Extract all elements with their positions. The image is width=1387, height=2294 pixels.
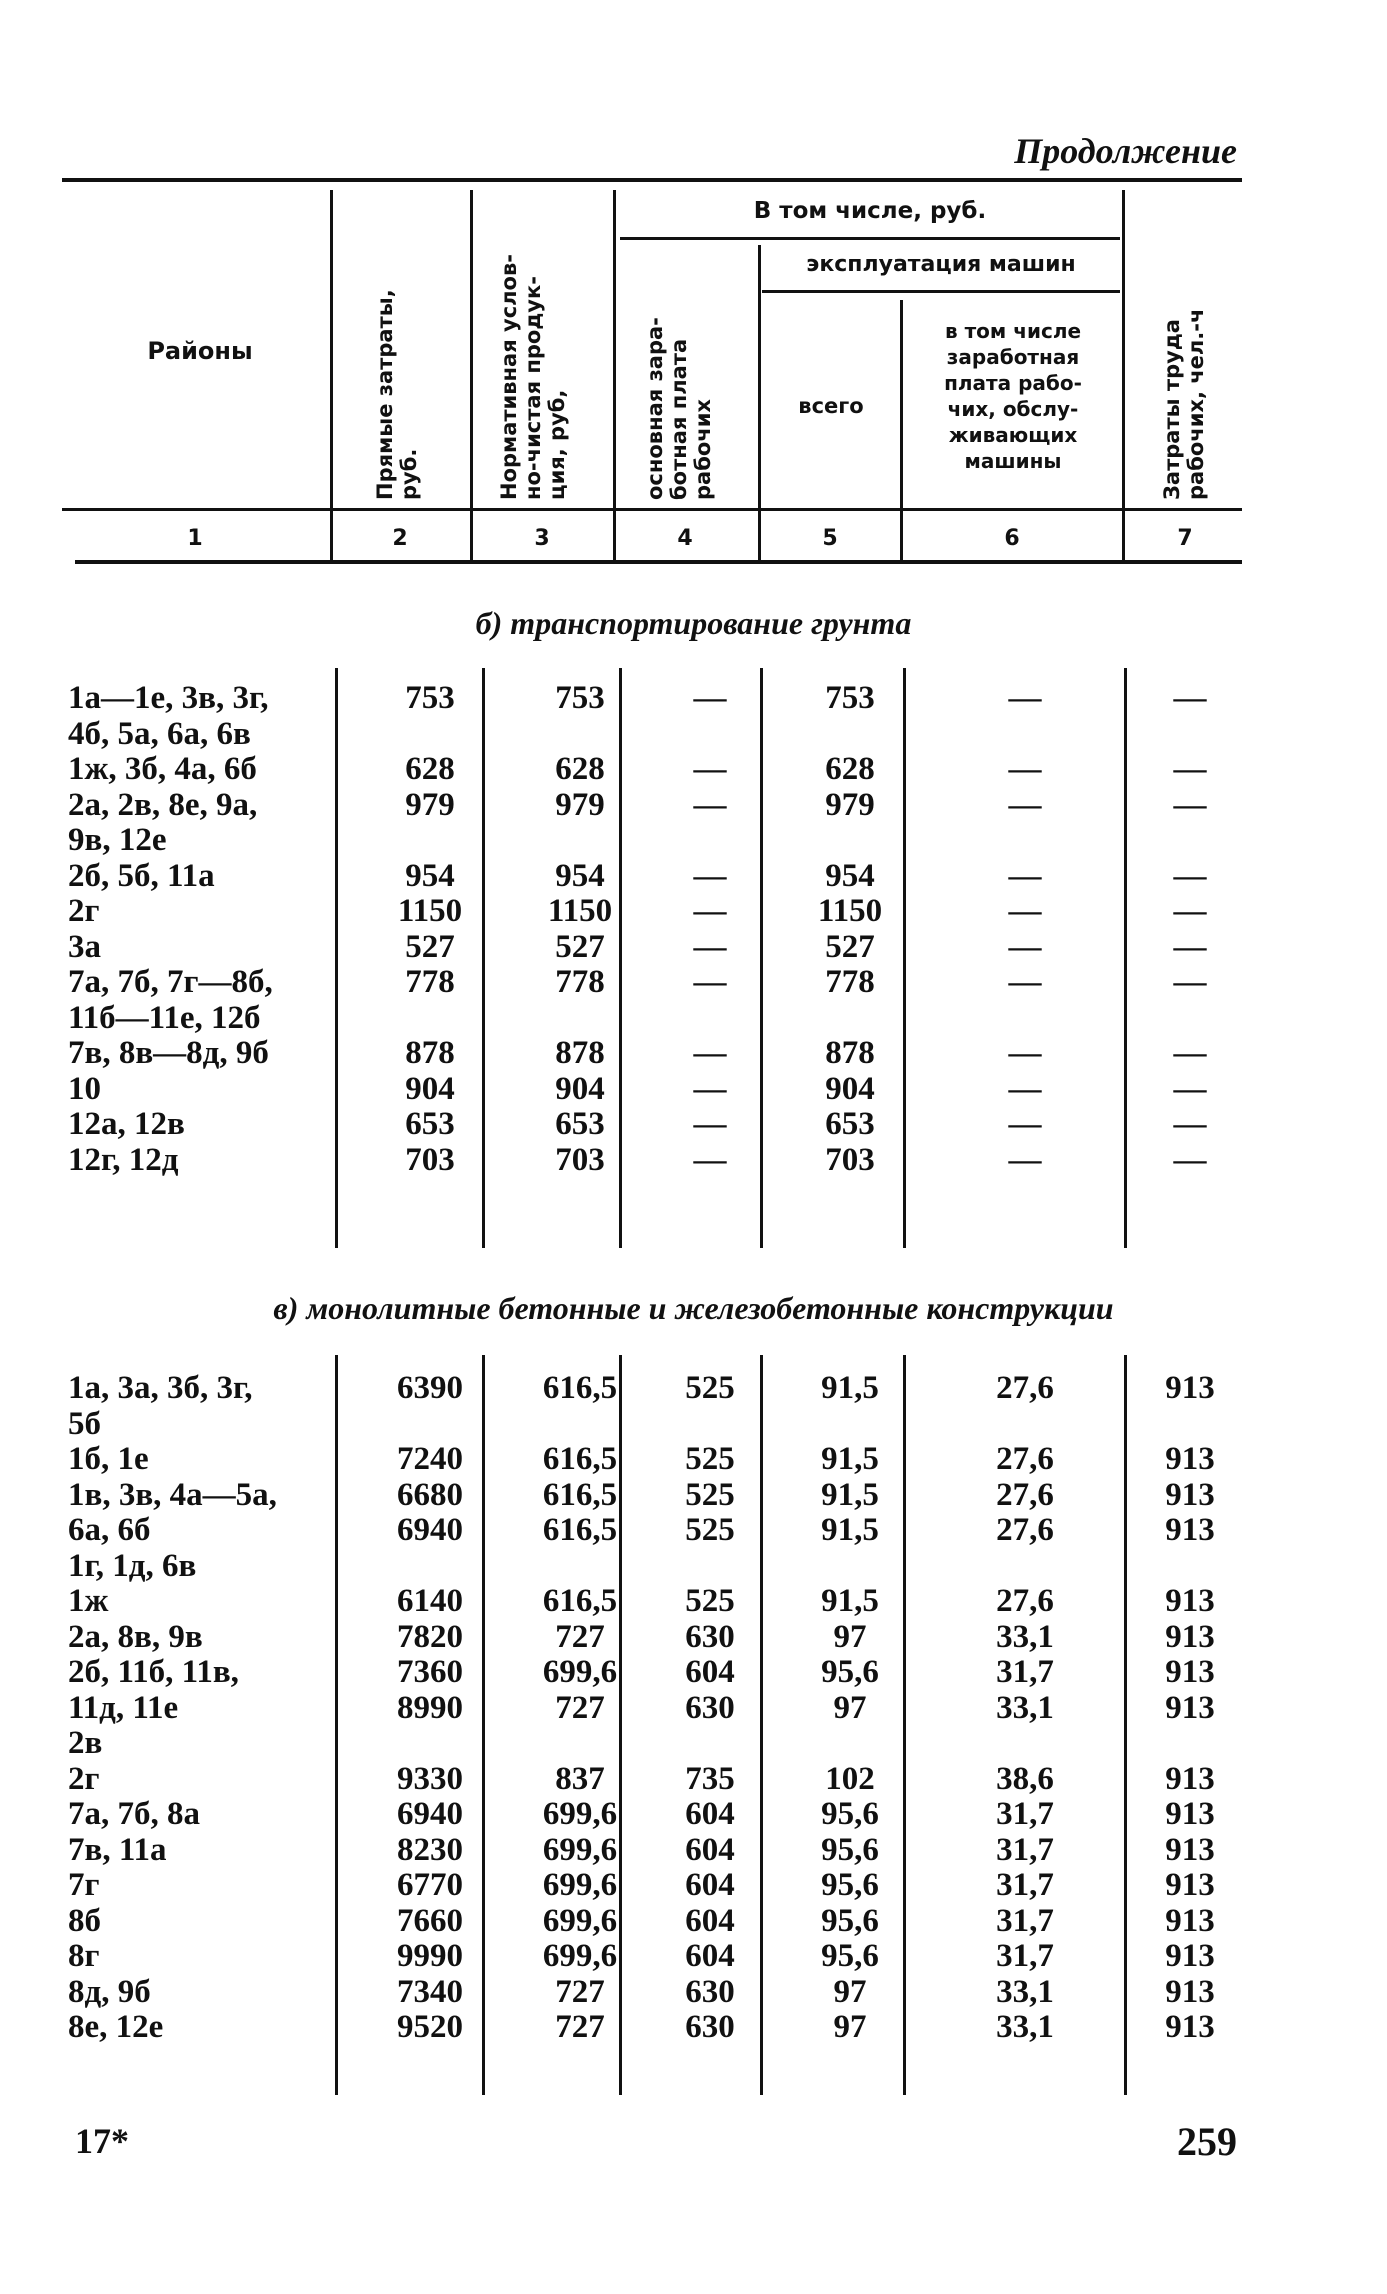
value-cell-c2: 703	[405, 1141, 455, 1178]
value-cell-c2: 8230	[397, 1831, 463, 1868]
value-cell-c5: 102	[825, 1760, 875, 1797]
value-cell-c6: 33,1	[996, 1618, 1054, 1655]
column-divider	[619, 1355, 622, 2095]
value-cell-c6: 27,6	[996, 1370, 1054, 1406]
table-row	[0, 1867, 1387, 1903]
value-cell-c2: 7660	[397, 1902, 463, 1939]
value-cell-c4: 630	[685, 1689, 735, 1726]
value-cell-c2: 954	[405, 857, 455, 894]
value-cell-c2: 778	[405, 964, 455, 1000]
value-cell-c5: 95,6	[821, 1796, 879, 1832]
value-cell-c6: —	[1008, 1070, 1042, 1107]
region-cell: 8б	[68, 1902, 101, 1939]
column-divider	[619, 668, 622, 1248]
value-cell-c3: 616,5	[542, 1476, 618, 1513]
colnum-5: 5	[822, 526, 838, 551]
value-cell-c2: 7360	[397, 1654, 463, 1690]
value-cell-c6: —	[1008, 893, 1042, 929]
group-rule	[620, 237, 1120, 240]
value-cell-c3: 727	[555, 2009, 605, 2045]
value-cell-c6: 33,1	[996, 1973, 1054, 2010]
column-divider	[1124, 1355, 1127, 2095]
value-cell-c2: 878	[405, 1035, 455, 1071]
value-cell-c5: 878	[825, 1035, 875, 1071]
column-divider	[760, 668, 763, 1248]
value-cell-c2: 979	[405, 786, 455, 823]
value-cell-c7: 913	[1165, 1796, 1215, 1832]
value-cell-c7: —	[1173, 1106, 1207, 1142]
region-cell: 12а, 12в	[68, 1106, 185, 1142]
value-cell-c5: 95,6	[821, 1938, 879, 1974]
value-cell-c2: 7820	[397, 1618, 463, 1655]
machines-rule	[762, 290, 1120, 293]
table-row	[0, 1690, 1387, 1726]
table-row	[0, 1477, 1387, 1513]
region-cell: 7в, 8в—8д, 9б	[68, 1035, 269, 1071]
value-cell-c3: 616,5	[542, 1441, 618, 1477]
table-row	[0, 787, 1387, 823]
region-cell: 2а, 8в, 9в	[68, 1618, 203, 1655]
table-row	[0, 964, 1387, 1000]
header-including-group: В том числе, руб.	[753, 198, 987, 224]
section-v-title: в) монолитные бетонные и железобетонные конструкции	[273, 1290, 1114, 1326]
header-normative-product: Нормативная услов- но-чистая продук- ция, руб,	[497, 254, 569, 500]
header-divider	[900, 300, 903, 560]
value-cell-c3: 699,6	[542, 1867, 618, 1903]
table-row	[0, 1441, 1387, 1477]
value-cell-c7: —	[1173, 1070, 1207, 1107]
value-cell-c7: 913	[1165, 1902, 1215, 1939]
value-cell-c3: 699,6	[542, 1902, 618, 1939]
column-divider	[335, 668, 338, 1248]
table-row	[0, 1406, 1387, 1442]
value-cell-c7: —	[1173, 786, 1207, 823]
value-cell-c6: —	[1008, 786, 1042, 823]
value-cell-c5: 97	[833, 1973, 867, 2010]
value-cell-c4: 630	[685, 1973, 735, 2010]
region-cell: 1ж, 3б, 4а, 6б	[68, 751, 257, 787]
colnum-6: 6	[1004, 526, 1020, 551]
column-divider	[482, 668, 485, 1248]
column-divider	[903, 668, 906, 1248]
value-cell-c6: —	[1008, 751, 1042, 787]
column-divider	[903, 1355, 906, 2095]
value-cell-c7: 913	[1165, 1441, 1215, 1477]
value-cell-c5: 91,5	[821, 1512, 879, 1548]
column-divider	[760, 1355, 763, 2095]
region-cell: 3а	[68, 928, 101, 965]
table-row	[0, 858, 1387, 894]
value-cell-c7: —	[1173, 857, 1207, 894]
table-row	[0, 1071, 1387, 1107]
value-cell-c7: 913	[1165, 1583, 1215, 1619]
table-row	[0, 1000, 1387, 1036]
region-cell: 2б, 11б, 11в,	[68, 1654, 239, 1690]
value-cell-c5: 904	[825, 1070, 875, 1107]
value-cell-c5: 95,6	[821, 1867, 879, 1903]
table-row	[0, 893, 1387, 929]
colnum-3: 3	[534, 526, 550, 551]
value-cell-c6: 31,7	[996, 1796, 1054, 1832]
value-cell-c5: 979	[825, 786, 875, 823]
region-cell: 8д, 9б	[68, 1973, 151, 2010]
value-cell-c3: 616,5	[542, 1583, 618, 1619]
value-cell-c7: 913	[1165, 1512, 1215, 1548]
value-cell-c4: —	[693, 964, 727, 1000]
value-cell-c4: 604	[685, 1902, 735, 1939]
value-cell-c5: 753	[825, 680, 875, 716]
value-cell-c3: 699,6	[542, 1938, 618, 1974]
value-cell-c3: 628	[555, 751, 605, 787]
value-cell-c5: 778	[825, 964, 875, 1000]
column-divider	[1124, 668, 1127, 1248]
value-cell-c2: 6140	[397, 1583, 463, 1619]
value-cell-c2: 1150	[397, 893, 463, 929]
value-cell-c4: 604	[685, 1867, 735, 1903]
value-cell-c6: 33,1	[996, 2009, 1054, 2045]
value-cell-c6: 27,6	[996, 1583, 1054, 1619]
value-cell-c7: 913	[1165, 1476, 1215, 1513]
table-row	[0, 1832, 1387, 1868]
value-cell-c2: 6940	[397, 1796, 463, 1832]
value-cell-c7: —	[1173, 1141, 1207, 1178]
header-base-wage: основная зара- ботная плата рабочих	[643, 317, 715, 500]
value-cell-c3: 727	[555, 1973, 605, 2010]
header-divider	[1122, 190, 1125, 560]
value-cell-c4: 604	[685, 1796, 735, 1832]
region-cell: 12г, 12д	[68, 1141, 179, 1178]
table-row	[0, 1725, 1387, 1761]
header-machines-group: эксплуатация машин	[806, 252, 1076, 277]
region-cell: 4б, 5а, 6а, 6в	[68, 715, 251, 752]
value-cell-c6: —	[1008, 964, 1042, 1000]
value-cell-c3: 753	[555, 680, 605, 716]
value-cell-c7: —	[1173, 680, 1207, 716]
value-cell-c7: 913	[1165, 1618, 1215, 1655]
value-cell-c4: —	[693, 751, 727, 787]
value-cell-c4: —	[693, 1035, 727, 1071]
section-b-title: б) транспортирование грунта	[475, 605, 912, 641]
value-cell-c2: 653	[405, 1106, 455, 1142]
value-cell-c3: 699,6	[542, 1654, 618, 1690]
top-rule	[62, 178, 1242, 182]
value-cell-c3: 527	[555, 928, 605, 965]
value-cell-c5: 97	[833, 2009, 867, 2045]
region-cell: 7а, 7б, 7г—8б,	[68, 964, 273, 1000]
table-row	[0, 1106, 1387, 1142]
value-cell-c6: 31,7	[996, 1867, 1054, 1903]
colnum-1: 1	[187, 526, 203, 551]
value-cell-c4: —	[693, 857, 727, 894]
value-cell-c3: 699,6	[542, 1831, 618, 1868]
region-cell: 1в, 3в, 4а—5а,	[68, 1476, 277, 1513]
region-cell: 11д, 11е	[68, 1689, 179, 1726]
value-cell-c6: 31,7	[996, 1938, 1054, 1974]
value-cell-c7: —	[1173, 1035, 1207, 1071]
value-cell-c3: 727	[555, 1618, 605, 1655]
value-cell-c7: —	[1173, 751, 1207, 787]
value-cell-c7: —	[1173, 964, 1207, 1000]
table-row	[0, 1548, 1387, 1584]
value-cell-c6: 33,1	[996, 1689, 1054, 1726]
value-cell-c7: 913	[1165, 1370, 1215, 1406]
region-cell: 5б	[68, 1405, 101, 1442]
value-cell-c4: —	[693, 928, 727, 965]
value-cell-c5: 97	[833, 1689, 867, 1726]
region-cell: 8г	[68, 1938, 100, 1974]
table-row	[0, 1370, 1387, 1406]
value-cell-c4: 525	[685, 1476, 735, 1513]
table-row	[0, 1619, 1387, 1655]
value-cell-c2: 6940	[397, 1512, 463, 1548]
region-cell: 11б—11е, 12б	[68, 999, 261, 1036]
value-cell-c2: 904	[405, 1070, 455, 1107]
header-regions: Районы	[147, 337, 253, 365]
header-divider	[758, 245, 761, 560]
region-cell: 1ж	[68, 1583, 109, 1619]
table-row	[0, 822, 1387, 858]
value-cell-c7: 913	[1165, 1831, 1215, 1868]
value-cell-c4: 630	[685, 1618, 735, 1655]
colnum-7: 7	[1177, 526, 1193, 551]
value-cell-c5: 91,5	[821, 1476, 879, 1513]
table-row	[0, 1903, 1387, 1939]
value-cell-c5: 91,5	[821, 1441, 879, 1477]
value-cell-c5: 1150	[817, 893, 883, 929]
value-cell-c3: 979	[555, 786, 605, 823]
signature-mark: 17*	[75, 2121, 129, 2161]
value-cell-c3: 954	[555, 857, 605, 894]
value-cell-c2: 527	[405, 928, 455, 965]
table-row	[0, 1512, 1387, 1548]
value-cell-c6: 27,6	[996, 1476, 1054, 1513]
header-divider	[470, 190, 473, 560]
header-divider	[330, 190, 333, 560]
region-cell: 9в, 12е	[68, 822, 167, 858]
value-cell-c7: 913	[1165, 2009, 1215, 2045]
table-row	[0, 751, 1387, 787]
value-cell-c2: 7340	[397, 1973, 463, 2010]
value-cell-c5: 653	[825, 1106, 875, 1142]
value-cell-c2: 6770	[397, 1867, 463, 1903]
value-cell-c4: —	[693, 786, 727, 823]
value-cell-c5: 95,6	[821, 1654, 879, 1690]
value-cell-c4: 735	[685, 1760, 735, 1797]
value-cell-c2: 9520	[397, 2009, 463, 2045]
region-cell: 7а, 7б, 8а	[68, 1796, 200, 1832]
value-cell-c4: —	[693, 1106, 727, 1142]
value-cell-c5: 91,5	[821, 1370, 879, 1406]
value-cell-c2: 6390	[397, 1370, 463, 1406]
value-cell-c5: 527	[825, 928, 875, 965]
colnum-bottom-rule	[75, 560, 1242, 564]
value-cell-c4: —	[693, 893, 727, 929]
value-cell-c3: 878	[555, 1035, 605, 1071]
value-cell-c6: —	[1008, 680, 1042, 716]
value-cell-c2: 9330	[397, 1760, 463, 1797]
value-cell-c3: 653	[555, 1106, 605, 1142]
region-cell: 8е, 12е	[68, 2009, 164, 2045]
value-cell-c2: 753	[405, 680, 455, 716]
table-row	[0, 716, 1387, 752]
value-cell-c4: —	[693, 1141, 727, 1178]
value-cell-c2: 9990	[397, 1938, 463, 1974]
table-row	[0, 1035, 1387, 1071]
value-cell-c6: 31,7	[996, 1902, 1054, 1939]
value-cell-c4: —	[693, 680, 727, 716]
value-cell-c5: 954	[825, 857, 875, 894]
value-cell-c7: 913	[1165, 1867, 1215, 1903]
table-row	[0, 680, 1387, 716]
region-cell: 1б, 1е	[68, 1441, 149, 1477]
column-divider	[482, 1355, 485, 2095]
value-cell-c7: 913	[1165, 1973, 1215, 2010]
table-row	[0, 1796, 1387, 1832]
continuation-label: Продолжение	[1014, 131, 1237, 171]
value-cell-c3: 616,5	[542, 1370, 618, 1406]
value-cell-c6: —	[1008, 1035, 1042, 1071]
region-cell: 7в, 11а	[68, 1831, 167, 1868]
header-total: всего	[798, 394, 864, 418]
value-cell-c5: 95,6	[821, 1902, 879, 1939]
region-cell: 2а, 2в, 8е, 9а,	[68, 786, 258, 823]
region-cell: 1а, 3а, 3б, 3г,	[68, 1370, 253, 1406]
table-row	[0, 1938, 1387, 1974]
value-cell-c7: —	[1173, 893, 1207, 929]
region-cell: 6а, 6б	[68, 1512, 151, 1548]
value-cell-c3: 699,6	[542, 1796, 618, 1832]
table-row	[0, 1142, 1387, 1178]
value-cell-c6: —	[1008, 1106, 1042, 1142]
value-cell-c7: 913	[1165, 1689, 1215, 1726]
value-cell-c4: 525	[685, 1583, 735, 1619]
value-cell-c7: 913	[1165, 1760, 1215, 1797]
region-cell: 7г	[68, 1867, 100, 1903]
value-cell-c4: —	[693, 1070, 727, 1107]
value-cell-c4: 630	[685, 2009, 735, 2045]
table-row	[0, 1761, 1387, 1797]
value-cell-c2: 6680	[397, 1476, 463, 1513]
value-cell-c6: 31,7	[996, 1654, 1054, 1690]
value-cell-c5: 97	[833, 1618, 867, 1655]
value-cell-c3: 778	[555, 964, 605, 1000]
value-cell-c5: 95,6	[821, 1831, 879, 1868]
value-cell-c7: 913	[1165, 1938, 1215, 1974]
colnum-2: 2	[392, 526, 408, 551]
value-cell-c2: 628	[405, 751, 455, 787]
value-cell-c4: 525	[685, 1441, 735, 1477]
value-cell-c6: 31,7	[996, 1831, 1054, 1868]
colnum-4: 4	[677, 526, 693, 551]
value-cell-c6: —	[1008, 928, 1042, 965]
header-machine-wage: в том числе заработная плата рабо- чих, обслу- живающих машины	[944, 319, 1082, 473]
region-cell: 2г	[68, 1760, 100, 1797]
page-number: 259	[1177, 2119, 1237, 2164]
value-cell-c6: —	[1008, 1141, 1042, 1178]
region-cell: 10	[68, 1070, 101, 1107]
value-cell-c3: 616,5	[542, 1512, 618, 1548]
region-cell: 1а—1е, 3в, 3г,	[68, 680, 269, 716]
header-bottom-rule	[62, 508, 1242, 511]
value-cell-c7: 913	[1165, 1654, 1215, 1690]
value-cell-c7: —	[1173, 928, 1207, 965]
value-cell-c3: 727	[555, 1689, 605, 1726]
value-cell-c6: —	[1008, 857, 1042, 894]
header-divider	[613, 190, 616, 560]
value-cell-c4: 604	[685, 1654, 735, 1690]
region-cell: 2г	[68, 893, 100, 929]
value-cell-c2: 7240	[397, 1441, 463, 1477]
value-cell-c6: 38,6	[996, 1760, 1054, 1797]
table-row	[0, 1654, 1387, 1690]
region-cell: 2б, 5б, 11а	[68, 857, 215, 894]
header-labor-cost: Затраты труда рабочих, чел.-ч	[1160, 308, 1208, 500]
column-divider	[335, 1355, 338, 2095]
header-direct-costs: Прямые затраты, руб.	[373, 289, 421, 500]
value-cell-c5: 703	[825, 1141, 875, 1178]
value-cell-c3: 1150	[547, 893, 613, 929]
table-row	[0, 1974, 1387, 2010]
region-cell: 1г, 1д, 6в	[68, 1547, 197, 1584]
value-cell-c5: 91,5	[821, 1583, 879, 1619]
table-row	[0, 2009, 1387, 2045]
value-cell-c6: 27,6	[996, 1441, 1054, 1477]
value-cell-c2: 8990	[397, 1689, 463, 1726]
value-cell-c4: 525	[685, 1512, 735, 1548]
table-row	[0, 929, 1387, 965]
table-row	[0, 1583, 1387, 1619]
value-cell-c3: 837	[555, 1760, 605, 1797]
value-cell-c4: 604	[685, 1938, 735, 1974]
value-cell-c3: 703	[555, 1141, 605, 1178]
value-cell-c5: 628	[825, 751, 875, 787]
value-cell-c6: 27,6	[996, 1512, 1054, 1548]
value-cell-c4: 525	[685, 1370, 735, 1406]
value-cell-c4: 604	[685, 1831, 735, 1868]
value-cell-c3: 904	[555, 1070, 605, 1107]
region-cell: 2в	[68, 1725, 103, 1761]
